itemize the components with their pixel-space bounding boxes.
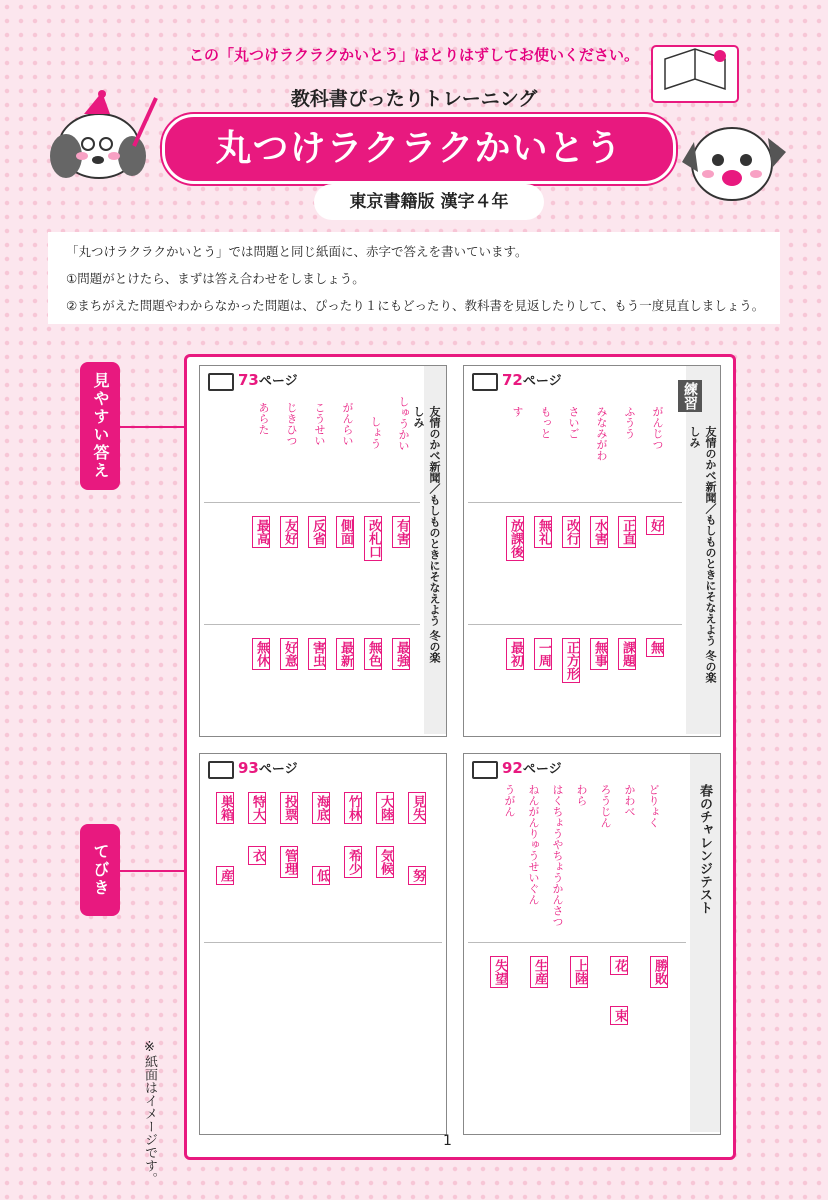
answer-col: 害虫 (308, 636, 326, 672)
answer-col: 最強 (392, 636, 410, 672)
answer-col: ろうじん (599, 784, 612, 828)
answer-col: 無色 (364, 636, 382, 672)
mascot-right-icon (680, 112, 790, 208)
row-divider (204, 502, 420, 503)
answer-col: 生産 (530, 954, 548, 990)
intro-line-3: ②まちがえた問題やわからなかった問題は、ぴったり１にもどったり、教科書を見返したりして、もう一度見直しましょう。 (66, 298, 765, 313)
answer-col: 特大 (248, 790, 266, 826)
panel-title: 友情のかべ新聞／もしものときにそなえよう 冬の楽しみ (412, 406, 441, 663)
panel-tag: 練習 (678, 380, 702, 412)
callout-line-tebiki-v (120, 870, 192, 872)
answer-col: うがん (503, 784, 516, 817)
answer-col: 上陸 (570, 954, 588, 990)
answer-col: ふうう (623, 406, 636, 439)
answer-col: 一周 (534, 636, 552, 672)
page-label-72: 72ページ (472, 370, 562, 391)
label-easy-answers: 見やすい答え (80, 362, 120, 490)
answer-col: 最高 (252, 514, 270, 550)
book-illustration-icon (650, 44, 740, 104)
answer-col: じきひつ (285, 402, 298, 446)
answer-col: もっと (539, 406, 552, 439)
panel-page-92 (463, 753, 721, 1135)
row-divider (468, 624, 682, 625)
mock-answer-page (184, 354, 736, 1160)
answer-col: 放課後 (506, 514, 524, 563)
answer-col: 低 (312, 864, 330, 887)
mock-page-number: 1 (443, 1133, 452, 1149)
answer-col: 失望 (490, 954, 508, 990)
answer-col: がんじつ (651, 406, 664, 450)
panel-page-72 (463, 365, 721, 737)
answer-col: 勝敗 (650, 954, 668, 990)
answer-col: 最初 (506, 636, 524, 672)
answer-col: 無礼 (534, 514, 552, 550)
edition-label: 東京書籍版 漢字４年 (314, 184, 544, 220)
answer-col: 改札口 (364, 514, 382, 563)
page-label-92: 92ページ (472, 758, 562, 779)
answer-col: 改行 (562, 514, 580, 550)
callout-line-easy (120, 426, 192, 428)
subtitle: 教科書ぴったりトレーニング (290, 88, 538, 110)
answer-col: 大陸 (376, 790, 394, 826)
answer-col: 希少 (344, 844, 362, 880)
panel-page-93 (199, 753, 447, 1135)
intro-line-1: 「丸つけラクラクかいとう」では問題と同じ紙面に、赤字で答えを書いています。 (66, 244, 528, 259)
answer-col: どりょく (647, 784, 660, 828)
answer-col: ねんがんりゅうせいぐん (527, 784, 540, 905)
book-icon (472, 761, 498, 779)
answer-col: 衣 (248, 844, 266, 867)
answer-col: す (511, 406, 524, 417)
answer-col: 好意 (280, 636, 298, 672)
answer-col: 無休 (252, 636, 270, 672)
answer-col: はくちょうやちょうかんさつ (551, 784, 564, 927)
answer-col: 最新 (336, 636, 354, 672)
page-label-93: 93ページ (208, 758, 298, 779)
answer-col: 花 (610, 954, 628, 977)
top-note: この「丸つけラクラクかいとう」はとりはずしてお使いください。 (188, 46, 639, 64)
answer-col: 側面 (336, 514, 354, 550)
book-icon (472, 373, 498, 391)
row-divider (204, 942, 442, 943)
side-note: ※紙面はイメージです。 (142, 1040, 157, 1185)
answer-col: 見失 (408, 790, 426, 826)
answer-col: かわべ (623, 784, 636, 817)
row-divider (468, 502, 682, 503)
answer-col: 正方形 (562, 636, 580, 685)
answer-col: わら (575, 784, 588, 806)
row-divider (468, 942, 686, 943)
answer-col: 有害 (392, 514, 410, 550)
answer-col: さいご (567, 406, 580, 439)
label-tebiki: てびき (80, 824, 120, 916)
answer-col: しゅうかい (397, 396, 410, 451)
panel-page-73 (199, 365, 447, 737)
answer-col: 気候 (376, 844, 394, 880)
answer-col: 課題 (618, 636, 636, 672)
answer-col: みなみがわ (595, 406, 608, 461)
answer-col: 管理 (280, 844, 298, 880)
row-divider (204, 624, 420, 625)
answer-col: 海底 (312, 790, 330, 826)
answer-col: 巣箱 (216, 790, 234, 826)
answer-col: 無事 (590, 636, 608, 672)
book-icon (208, 761, 234, 779)
answer-col: 努 (408, 864, 426, 887)
answer-col: 正直 (618, 514, 636, 550)
title-banner: 丸つけラクラクかいとう (162, 114, 676, 184)
intro-box (48, 232, 780, 324)
intro-line-2: ①問題がとけたら、まずは答え合わせをしましょう。 (66, 271, 365, 286)
answer-col: 束 (610, 1004, 628, 1027)
answer-col: 投票 (280, 790, 298, 826)
answer-col: 無 (646, 636, 664, 659)
panel-title: 春のチャレンジテスト (697, 784, 712, 914)
answer-col: あらた (257, 402, 270, 435)
answer-col: 産 (216, 864, 234, 887)
page-label-73: 73ページ (208, 370, 298, 391)
answer-col: 反省 (308, 514, 326, 550)
mascot-left-icon (44, 86, 164, 186)
panel-title: 友情のかべ新聞／もしものときにそなえよう 冬の楽しみ (688, 426, 717, 683)
answer-col: しょう (369, 416, 382, 449)
answer-col: 水害 (590, 514, 608, 550)
answer-col: 好 (646, 514, 664, 537)
answer-col: がんらい (341, 402, 354, 446)
answer-col: 友好 (280, 514, 298, 550)
answer-col: こうせい (313, 402, 326, 446)
book-icon (208, 373, 234, 391)
answer-col: 竹林 (344, 790, 362, 826)
